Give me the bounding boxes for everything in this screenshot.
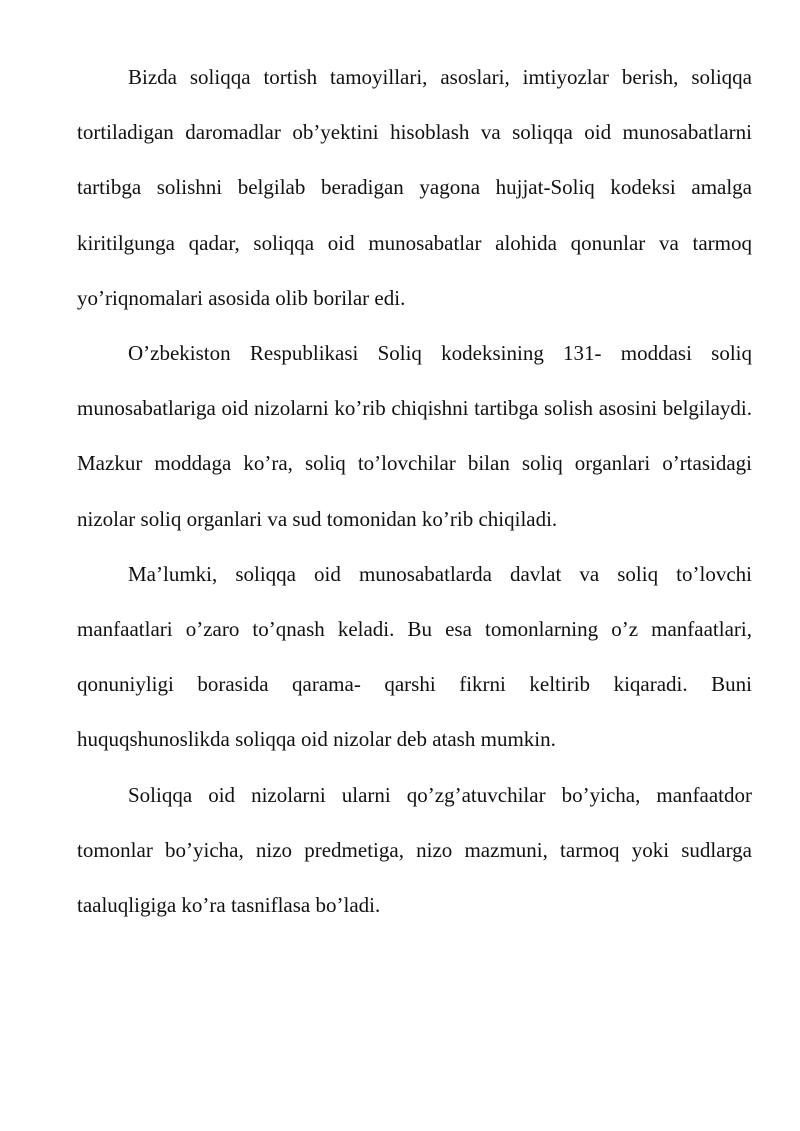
- paragraph-2: O’zbekiston Respublikasi Soliq kodeksining 131- moddasi soliq munosabatlariga oid nizolarni ko’rib chiqishni tartibga solish asosini belgilaydi. Mazkur moddaga ko’ra, soliq to’lovchilar bilan soliq organlari o’rtasidagi nizolar soliq organlari va sud tomonidan ko’rib chiqiladi.: [77, 341, 752, 531]
- document-page: [77, 50, 752, 933]
- paragraph-1: Bizda soliqqa tortish tamoyillari, asoslari, imtiyozlar berish, soliqqa tortiladigan daromadlar ob’yektini hisoblash va soliqqa oid munosabatlarni tartibga solishni belgilab beradigan yagona hujjat-Soliq kodeksi amalga kiritilgunga qadar, soliqqa oid munosabatlar alohida qonunlar va tarmoq yo’riqnomalari asosida olib borilar edi.: [77, 65, 752, 310]
- paragraph-4: Soliqqa oid nizolarni ularni qo’zg’atuvchilar bo’yicha, manfaatdor tomonlar bo’yicha, nizo predmetiga, nizo mazmuni, tarmoq yoki sudlarga taaluqligiga ko’ra tasniflasa bo’ladi.: [77, 782, 752, 918]
- paragraph-3: Ma’lumki, soliqqa oid munosabatlarda davlat va soliq to’lovchi manfaatlari o’zaro to’qnash keladi. Bu esa tomonlarning o’z manfaatlari, qonuniyligi borasida qarama- qarshi fikrni keltirib kiqaradi. Buni huquqshunoslikda soliqqa oid nizolar deb atash mumkin.: [77, 561, 752, 752]
